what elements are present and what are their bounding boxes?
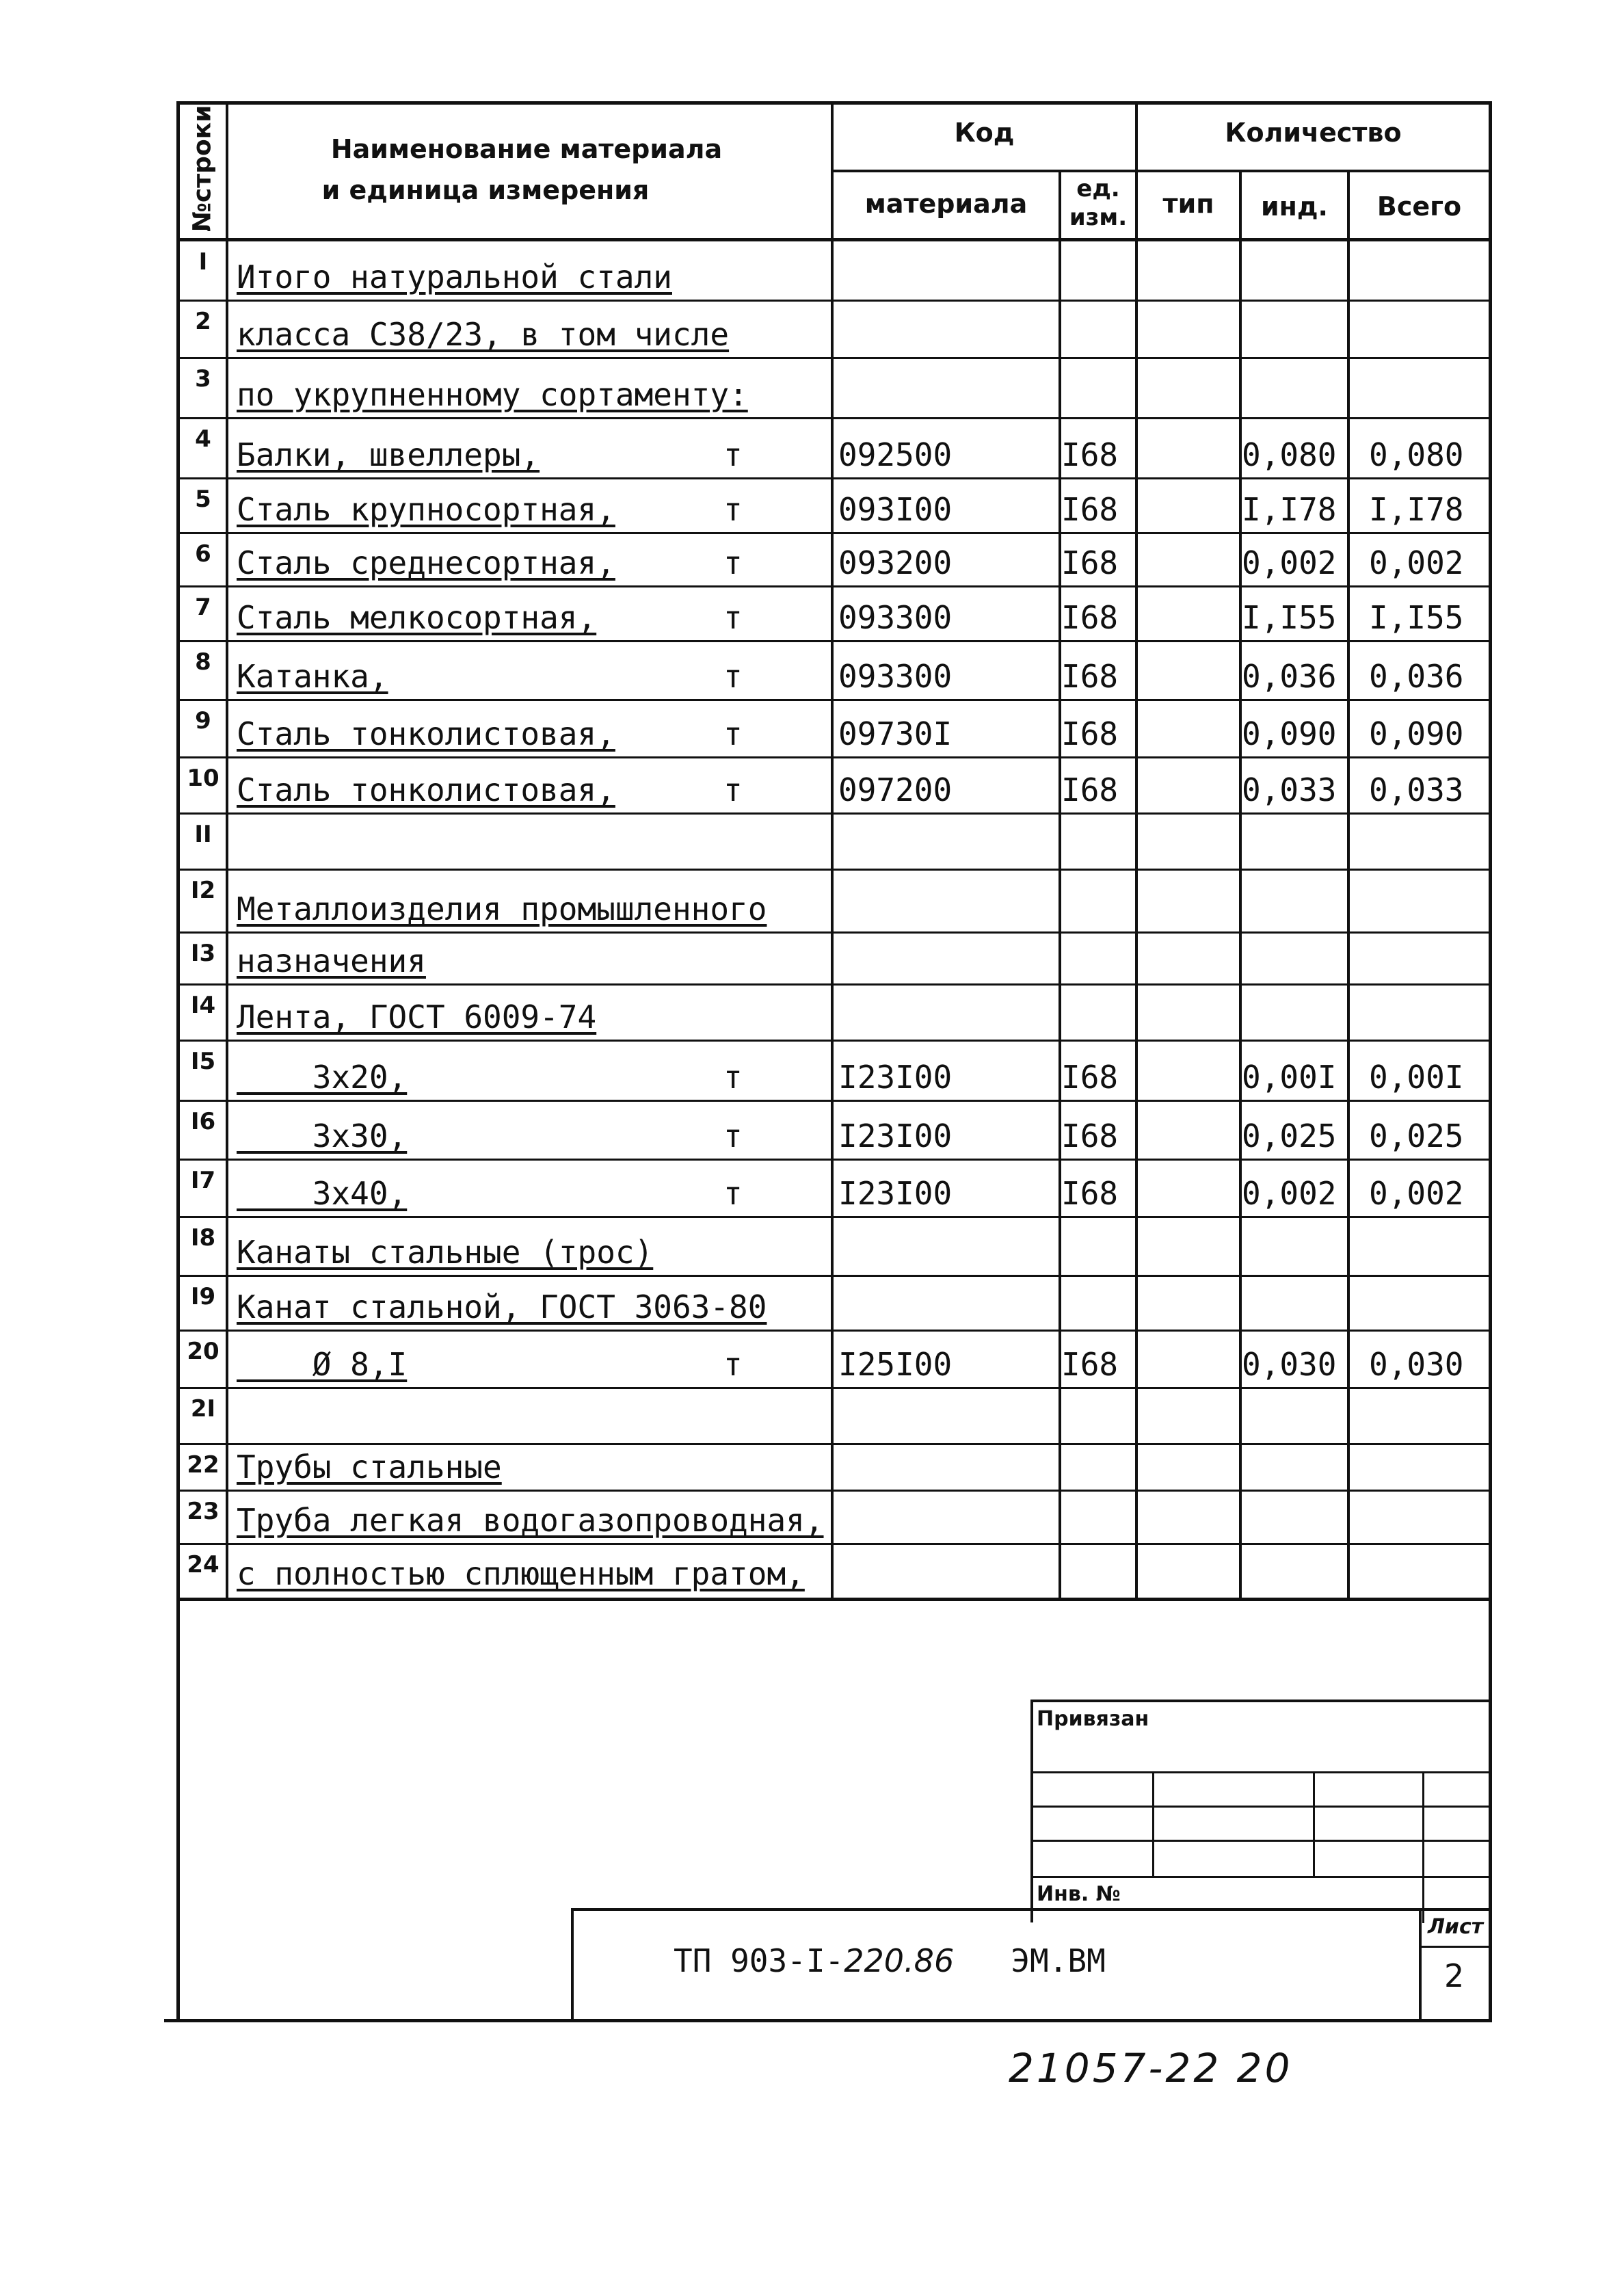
ind-header: инд. [1260, 191, 1328, 222]
row-number: I6 [190, 1108, 216, 1135]
row-material-code: 093300 [838, 599, 953, 636]
row-quantity-total: 0,002 [1369, 544, 1464, 581]
row-number: 10 [187, 765, 219, 792]
row-separator [176, 983, 1491, 986]
unit-header-line1: ед. [1076, 175, 1120, 202]
row-name: Сталь тонколистовая, [237, 715, 615, 752]
row-quantity-ind: 0,090 [1242, 715, 1337, 752]
row-unit-code: I68 [1061, 658, 1119, 695]
row-separator [176, 812, 1491, 815]
row-unit: т [723, 544, 743, 581]
row-unit-code: I68 [1061, 1059, 1119, 1096]
row-unit: т [723, 491, 743, 528]
sheet-label: Лист [1428, 1915, 1484, 1939]
row-separator [176, 869, 1491, 871]
row-number: 3 [195, 365, 211, 393]
row-name: Металлоизделия промышленного [237, 890, 767, 927]
row-number: I3 [190, 940, 216, 967]
row-quantity-ind: 0,002 [1242, 1175, 1337, 1212]
row-number: I7 [190, 1167, 216, 1194]
row-unit-code: I68 [1061, 771, 1119, 808]
row-name: Ø 8,I [237, 1346, 408, 1383]
row-unit: т [723, 436, 743, 473]
row-quantity-ind: 0,030 [1242, 1346, 1337, 1383]
row-quantity-total: 0,080 [1369, 436, 1464, 473]
row-unit-code: I68 [1061, 1118, 1119, 1154]
row-separator [176, 585, 1491, 587]
row-separator [176, 1387, 1491, 1389]
row-number: 2I [190, 1395, 216, 1423]
row-number: 23 [187, 1498, 219, 1525]
row-quantity-total: 0,00I [1369, 1059, 1464, 1096]
row-separator [176, 1100, 1491, 1102]
row-number: 8 [195, 648, 211, 676]
archive-number: 21057-22 20 [1009, 2045, 1293, 2091]
row-quantity-total: I,I55 [1369, 599, 1464, 636]
row-number-header: №строки [188, 105, 217, 233]
row-number: 7 [195, 594, 211, 621]
row-number: 4 [195, 425, 211, 453]
row-name: Сталь среднесортная, [237, 544, 615, 581]
quantity-header: Количество [1225, 118, 1402, 148]
row-material-code: 093I00 [838, 491, 953, 528]
row-quantity-total: 0,030 [1369, 1346, 1464, 1383]
row-unit: т [723, 599, 743, 636]
row-unit: т [723, 1175, 743, 1212]
row-quantity-total: 0,036 [1369, 658, 1464, 695]
row-number: I8 [190, 1224, 216, 1252]
row-separator [176, 1330, 1491, 1332]
unit-header-line2: изм. [1069, 204, 1128, 231]
row-separator [176, 1159, 1491, 1161]
row-number: 20 [187, 1338, 219, 1365]
row-unit: т [723, 771, 743, 808]
row-quantity-ind: 0,00I [1242, 1059, 1337, 1096]
type-header: тип [1162, 189, 1214, 219]
row-number: I4 [190, 992, 216, 1019]
row-material-code: I23I00 [838, 1175, 953, 1212]
row-separator [176, 640, 1491, 642]
row-separator [176, 532, 1491, 534]
code-header: Код [954, 118, 1015, 148]
row-number: I2 [190, 877, 216, 904]
row-separator [176, 300, 1491, 302]
row-quantity-total: I,I78 [1369, 491, 1464, 528]
designation-handwritten: 220.86 [844, 1942, 955, 1979]
row-separator [176, 756, 1491, 758]
row-name: Трубы стальные [237, 1449, 502, 1485]
row-quantity-ind: 0,002 [1242, 544, 1337, 581]
row-separator [176, 1040, 1491, 1042]
sheet-number: 2 [1444, 1957, 1465, 1994]
row-separator [176, 477, 1491, 479]
row-name: Сталь тонколистовая, [237, 771, 615, 808]
row-material-code: I23I00 [838, 1059, 953, 1096]
row-name: Сталь мелкосортная, [237, 599, 597, 636]
row-unit-code: I68 [1061, 715, 1119, 752]
row-separator [176, 699, 1491, 701]
row-separator [176, 1490, 1491, 1492]
row-separator [176, 1216, 1491, 1218]
row-unit-code: I68 [1061, 1175, 1119, 1212]
row-quantity-ind: 0,033 [1242, 771, 1337, 808]
row-name: 3х30, [237, 1118, 408, 1154]
row-unit-code: I68 [1061, 491, 1119, 528]
material-code-header: материала [864, 189, 1028, 219]
row-separator [176, 417, 1491, 419]
inventory-number-label: Инв. № [1037, 1882, 1121, 1906]
row-number: 22 [187, 1451, 219, 1479]
row-quantity-total: 0,033 [1369, 771, 1464, 808]
row-material-code: I25I00 [838, 1346, 953, 1383]
row-separator [176, 357, 1491, 359]
row-separator [176, 1443, 1491, 1445]
row-number: 2 [195, 308, 211, 335]
row-quantity-ind: I,I78 [1242, 491, 1337, 528]
row-unit: т [723, 1118, 743, 1154]
row-name: по укрупненному сортаменту: [237, 376, 748, 413]
row-number: 9 [195, 707, 211, 735]
row-unit-code: I68 [1061, 436, 1119, 473]
row-name: Труба легкая водогазопроводная, [237, 1502, 824, 1539]
row-unit: т [723, 1346, 743, 1383]
row-unit-code: I68 [1061, 599, 1119, 636]
row-number: 24 [187, 1551, 219, 1578]
row-number: II [194, 821, 212, 848]
row-quantity-total: 0,025 [1369, 1118, 1464, 1154]
row-name: 3х20, [237, 1059, 408, 1096]
row-name: Канат стальной, ГОСТ 3063-80 [237, 1288, 767, 1325]
row-name: Итого натуральной стали [237, 259, 672, 295]
row-material-code: 093200 [838, 544, 953, 581]
row-name: Сталь крупносортная, [237, 491, 615, 528]
row-material-code: 093300 [838, 658, 953, 695]
row-number: 5 [195, 486, 211, 513]
row-name: Канаты стальные (трос) [237, 1234, 654, 1271]
row-number: I5 [190, 1048, 216, 1075]
row-quantity-ind: 0,036 [1242, 658, 1337, 695]
row-name: класса С38/23, в том числе [237, 316, 730, 353]
row-quantity-ind: 0,025 [1242, 1118, 1337, 1154]
row-unit: т [723, 715, 743, 752]
row-quantity-total: 0,090 [1369, 715, 1464, 752]
row-name: Балки, швеллеры, [237, 436, 540, 473]
row-unit-code: I68 [1061, 544, 1119, 581]
row-unit-code: I68 [1061, 1346, 1119, 1383]
row-number: I9 [190, 1283, 216, 1310]
row-unit: т [723, 1059, 743, 1096]
designation-prefix: ТП 903-I- [674, 1942, 844, 1979]
row-separator [176, 931, 1491, 934]
row-quantity-total: 0,002 [1369, 1175, 1464, 1212]
row-quantity-ind: I,I55 [1242, 599, 1337, 636]
row-material-code: 097200 [838, 771, 953, 808]
row-separator [176, 1543, 1491, 1545]
row-material-code: 09730I [838, 715, 953, 752]
privyazan-label: Привязан [1037, 1707, 1149, 1731]
row-number: I [198, 248, 208, 276]
row-material-code: 092500 [838, 436, 953, 473]
row-material-code: I23I00 [838, 1118, 953, 1154]
designation-suffix: ЭМ.ВМ [1011, 1942, 1106, 1979]
row-name: с полностью сплющенным гратом, [237, 1555, 805, 1592]
total-header: Всего [1376, 191, 1462, 222]
document-designation [674, 1942, 1106, 1979]
row-number: 6 [195, 540, 211, 568]
name-header-line2: и единица измерения [321, 175, 650, 205]
row-name: Лента, ГОСТ 6009-74 [237, 999, 597, 1035]
row-quantity-ind: 0,080 [1242, 436, 1337, 473]
row-name: 3х40, [237, 1175, 408, 1212]
row-unit: т [723, 658, 743, 695]
row-name: Катанка, [237, 658, 388, 695]
row-separator [176, 1275, 1491, 1277]
row-name: назначения [237, 942, 426, 979]
name-header-line1: Наименование материала [330, 134, 723, 164]
